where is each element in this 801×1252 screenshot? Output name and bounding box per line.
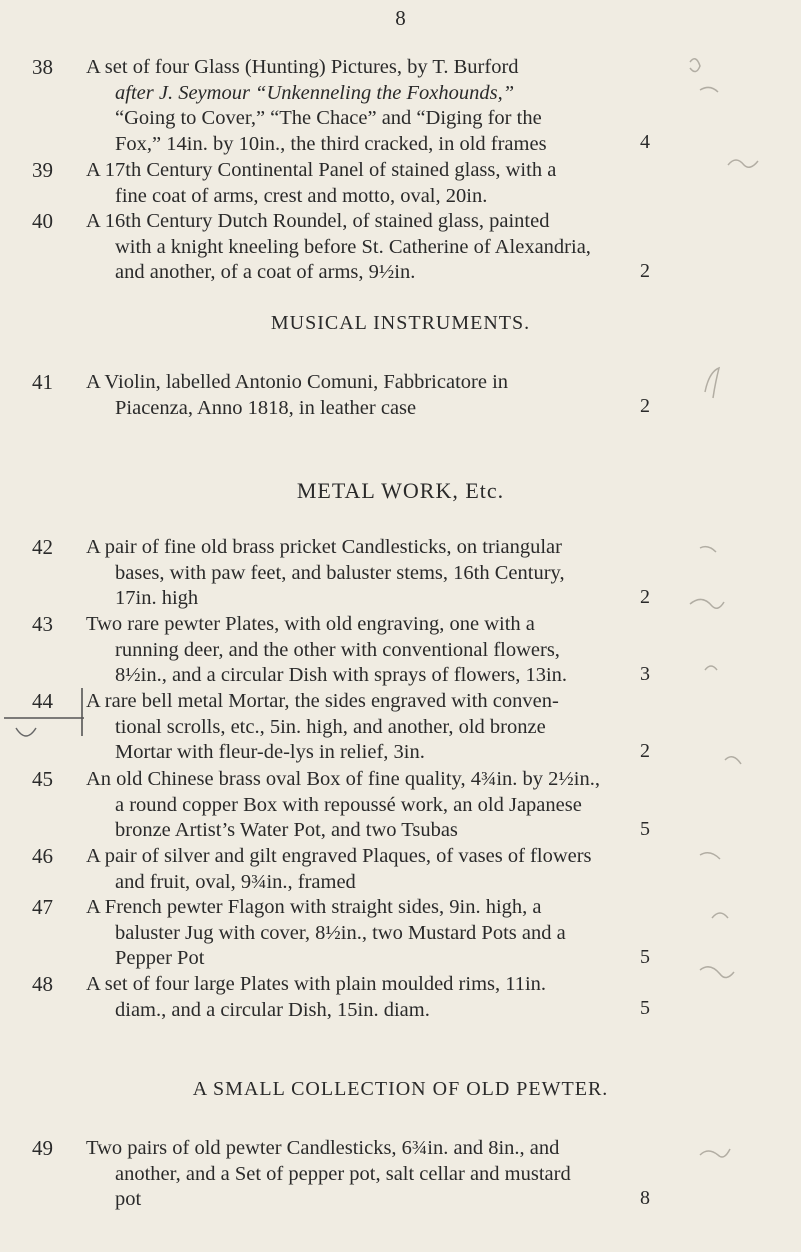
lot-line: Fox,” 14in. by 10in., the third cracked, in old frames [115,132,547,155]
section-heading-musical: MUSICAL INSTRUMENTS. [270,312,531,334]
lot-line: A pair of fine old brass pricket Candlesticks, on triangular [86,536,562,558]
lot-number: 41 [32,370,53,394]
lot-price: 8 [640,1187,650,1209]
lot-description [86,1136,696,1213]
lot-description [86,689,696,766]
lot-line: Mortar with fleur-de-lys in relief, 3in. [115,741,425,763]
lot-price: 5 [640,946,650,968]
lot-description [86,844,696,895]
lot-line: fine coat of arms, crest and motto, oval, 20in. [115,184,488,207]
lot-line: “Going to Cover,” “The Chace” and “Diging for the [115,107,542,129]
lot-number: 40 [32,209,53,233]
lot-description [86,767,696,844]
lot-line: bronze Artist’s Water Pot, and two Tsubas [115,819,458,841]
lot-line: pot [115,1188,142,1210]
lot-number: 46 [32,844,53,868]
pencil-bracket-mark [0,684,90,754]
lot-price: 2 [640,395,650,417]
lot-line: Piacenza, Anno 1818, in leather case [115,396,417,419]
lot-description [86,209,696,286]
lot-line: after J. Seymour “Unkenneling the Foxhounds,” [115,81,515,104]
lot-number: 43 [32,612,53,636]
lot-description [86,535,696,612]
lot-line: A rare bell metal Mortar, the sides engraved with conven- [86,690,559,712]
lot-description [86,370,696,421]
lot-price: 2 [640,740,650,762]
lot-line: A 16th Century Dutch Roundel, of stained glass, painted [86,210,550,232]
lot-line: A set of four large Plates with plain moulded rims, 11in. [86,973,547,995]
lot-line: another, and a Set of pepper pot, salt cellar and mustard [115,1162,571,1185]
lot-line: An old Chinese brass oval Box of fine quality, 4¾in. by 2½in., [86,768,600,790]
lot-description [86,612,696,689]
lot-number: 38 [32,55,53,79]
lot-number: 45 [32,767,53,791]
lot-price: 5 [640,997,650,1019]
lot-line: running deer, and the other with conventional flowers, [115,638,560,661]
lot-description [86,895,696,972]
lot-price: 3 [640,663,650,685]
lot-description [86,972,696,1023]
lot-line: 17in. high [115,587,199,609]
section-heading-pewter: A SMALL COLLECTION OF OLD PEWTER. [192,1078,609,1100]
lot-line: 8½in., and a circular Dish with sprays of flowers, 13in. [115,664,568,686]
lot-line: A pair of silver and gilt engraved Plaques, of vases of flowers [86,845,592,867]
lot-line: A set of four Glass (Hunting) Pictures, by T. Burford [86,56,519,78]
lot-number: 39 [32,158,53,182]
lot-line: A Violin, labelled Antonio Comuni, Fabbricatore in [86,371,509,393]
lot-line: diam., and a circular Dish, 15in. diam. [115,998,430,1021]
section-heading-metal: METAL WORK, Etc. [296,478,505,503]
lot-description [86,55,696,157]
lot-line: and fruit, oval, 9¾in., framed [115,870,356,893]
lot-line: bases, with paw feet, and baluster stems, 16th Century, [115,561,565,584]
lot-number: 49 [32,1136,53,1160]
lot-line: and another, of a coat of arms, 9½in. [115,261,416,283]
lot-line: Two pairs of old pewter Candlesticks, 6¾in. and 8in., and [86,1137,560,1159]
lot-price: 5 [640,818,650,840]
lot-line: A 17th Century Continental Panel of stained glass, with a [86,159,557,181]
lot-price: 4 [640,131,650,153]
lot-description [86,158,696,209]
lot-line: a round copper Box with repoussé work, an old Japanese [115,793,582,816]
lot-line: tional scrolls, etc., 5in. high, and another, old bronze [115,715,546,738]
lot-line: A French pewter Flagon with straight sides, 9in. high, a [86,896,542,918]
lot-number: 42 [32,535,53,559]
lot-line: with a knight kneeling before St. Catherine of Alexandria, [115,235,591,258]
lot-line: Two rare pewter Plates, with old engraving, one with a [86,613,535,635]
lot-price: 2 [640,586,650,608]
lot-number: 44 [32,689,53,713]
lot-price: 2 [640,260,650,282]
lot-line: Pepper Pot [115,947,205,969]
lot-number: 47 [32,895,53,919]
lot-line: baluster Jug with cover, 8½in., two Mustard Pots and a [115,921,566,944]
page-number: 8 [395,6,406,30]
lot-number: 48 [32,972,53,996]
